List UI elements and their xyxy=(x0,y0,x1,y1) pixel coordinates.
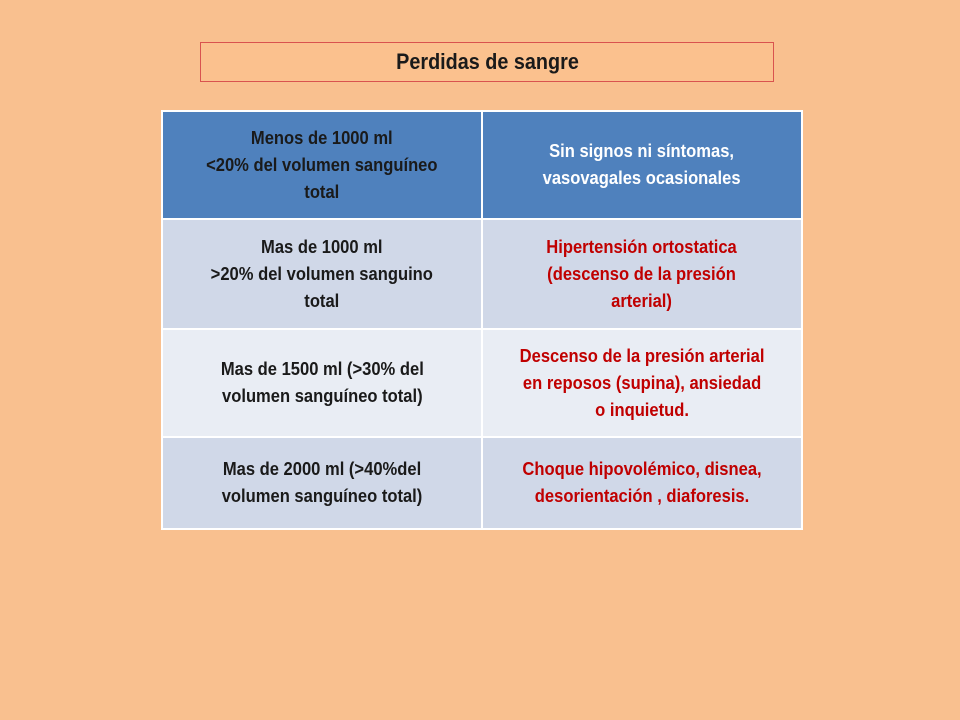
cell-line: Mas de 1000 ml xyxy=(261,236,383,257)
volume-cell xyxy=(162,329,482,437)
cell-line: volumen sanguíneo total) xyxy=(221,386,423,406)
table-row xyxy=(162,437,802,529)
cell-line: vasovagales ocasionales xyxy=(542,168,741,188)
symptoms-cell xyxy=(482,219,802,329)
blood-loss-table xyxy=(161,110,803,530)
symptoms-cell xyxy=(482,111,802,219)
cell-line: <20% del volumen sanguíneo xyxy=(206,154,438,175)
page-title: Perdidas de sangre xyxy=(395,49,579,74)
cell-line: desorientación , diaforesis. xyxy=(534,486,750,506)
table-row xyxy=(162,329,802,437)
cell-line: Sin signos ni síntomas, xyxy=(549,141,735,161)
volume-cell xyxy=(162,437,482,529)
cell-line: en reposos (supina), ansiedad xyxy=(522,372,762,393)
cell-line: Descenso de la presión arterial xyxy=(519,345,765,366)
table-row xyxy=(162,219,802,329)
volume-cell xyxy=(162,219,482,329)
cell-line: (descenso de la presión xyxy=(547,263,737,284)
cell-line: volumen sanguíneo total) xyxy=(221,486,423,506)
cell-line: Menos de 1000 ml xyxy=(251,127,393,148)
cell-line: arterial) xyxy=(611,290,673,311)
cell-line: o inquietud. xyxy=(595,399,689,420)
volume-cell xyxy=(162,111,482,219)
table-row xyxy=(162,111,802,219)
cell-line: total xyxy=(304,290,340,311)
symptoms-cell xyxy=(482,329,802,437)
cell-line: Choque hipovolémico, disnea, xyxy=(522,459,762,479)
cell-line: Hipertensión ortostatica xyxy=(546,236,738,257)
cell-line: total xyxy=(304,181,340,202)
cell-line: Mas de 2000 ml (>40%del xyxy=(222,459,422,479)
title-box xyxy=(200,42,774,82)
symptoms-cell xyxy=(482,437,802,529)
cell-line: >20% del volumen sanguino xyxy=(210,263,434,284)
cell-line: Mas de 1500 ml (>30% del xyxy=(220,359,424,379)
